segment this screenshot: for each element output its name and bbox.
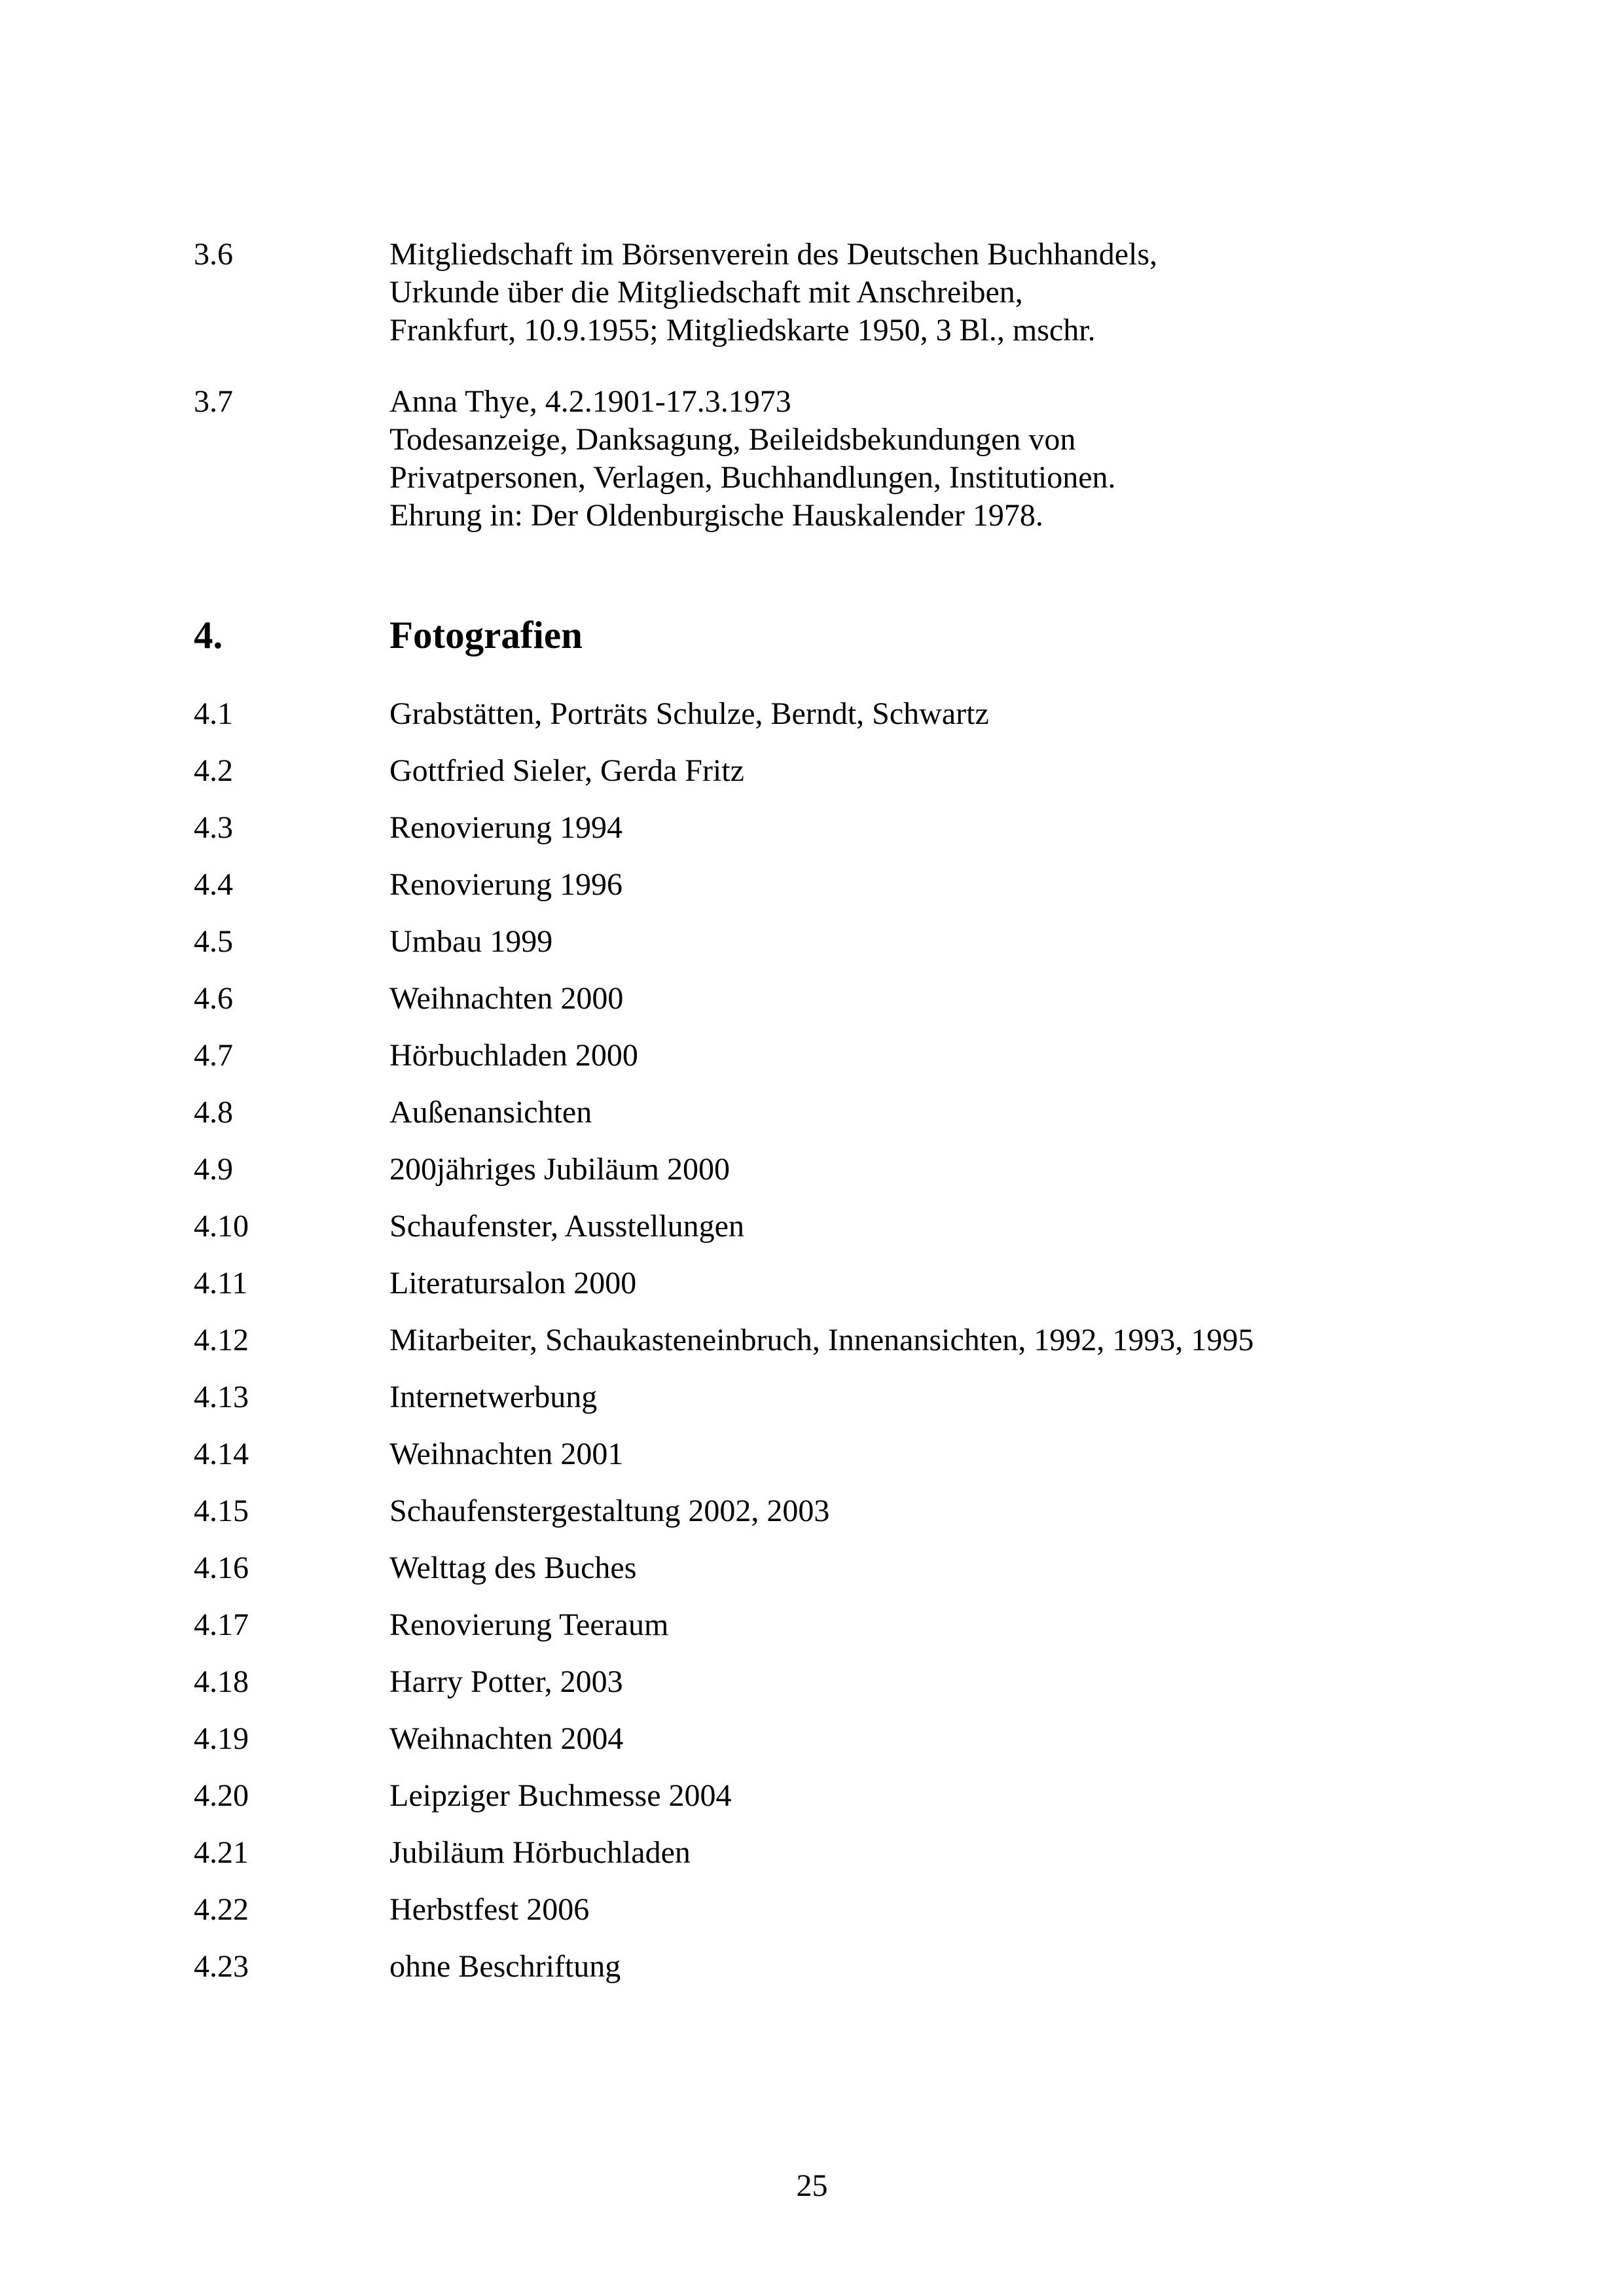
item-text: Leipziger Buchmesse 2004	[389, 1778, 732, 1813]
item-text: Hörbuchladen 2000	[389, 1038, 638, 1073]
entry-line: Ehrung in: Der Oldenburgische Hauskalender 1978.	[389, 498, 1043, 533]
entry-line: Urkunde über die Mitgliedschaft mit Anschreiben,	[389, 275, 1023, 310]
item-number: 4.12	[194, 1323, 249, 1357]
item-text: Weihnachten 2000	[389, 981, 624, 1016]
item-number: 4.8	[194, 1095, 233, 1130]
item-number: 4.23	[194, 1949, 249, 1984]
item-number: 4.3	[194, 810, 233, 845]
item-text: 200jähriges Jubiläum 2000	[389, 1152, 730, 1187]
item-number: 4.6	[194, 981, 233, 1016]
item-text: Herbstfest 2006	[389, 1892, 590, 1927]
item-text: Mitarbeiter, Schaukasteneinbruch, Innenansichten, 1992, 1993, 1995	[389, 1323, 1254, 1357]
item-text: Renovierung Teeraum	[389, 1607, 669, 1642]
item-text: Schaufenster, Ausstellungen	[389, 1209, 744, 1244]
item-text: Internetwerbung	[389, 1380, 598, 1414]
item-text: ohne Beschriftung	[389, 1949, 621, 1984]
item-number: 4.21	[194, 1835, 249, 1870]
entry-line: Todesanzeige, Danksagung, Beileidsbekundungen von	[389, 422, 1076, 457]
item-number: 4.7	[194, 1038, 233, 1073]
item-number: 4.18	[194, 1664, 249, 1699]
entry-line: Frankfurt, 10.9.1955; Mitgliedskarte 1950, 3 Bl., mschr.	[389, 313, 1096, 348]
item-text: Renovierung 1994	[389, 810, 623, 845]
item-number: 4.5	[194, 924, 233, 959]
item-number: 4.2	[194, 753, 233, 788]
item-text: Weihnachten 2001	[389, 1437, 624, 1471]
item-number: 4.9	[194, 1152, 233, 1187]
item-number: 4.11	[194, 1266, 248, 1300]
section-title: Fotografien	[389, 613, 583, 656]
entry-line: Anna Thye, 4.2.1901-17.3.1973	[389, 384, 791, 419]
item-text: Schaufenstergestaltung 2002, 2003	[389, 1494, 830, 1528]
page-number: 25	[796, 2168, 828, 2203]
item-text: Welttag des Buches	[389, 1551, 637, 1585]
item-text: Harry Potter, 2003	[389, 1664, 623, 1699]
item-text: Gottfried Sieler, Gerda Fritz	[389, 753, 744, 788]
entry-number: 3.7	[194, 384, 233, 419]
item-number: 4.1	[194, 696, 233, 731]
item-number: 4.16	[194, 1551, 249, 1585]
item-number: 4.14	[194, 1437, 249, 1471]
item-text: Literatursalon 2000	[389, 1266, 637, 1300]
entry-text	[389, 383, 1116, 535]
item-number: 4.20	[194, 1778, 249, 1813]
entry-number: 3.6	[194, 237, 233, 272]
item-text: Jubiläum Hörbuchladen	[389, 1835, 691, 1870]
item-number: 4.22	[194, 1892, 249, 1927]
item-number: 4.10	[194, 1209, 249, 1244]
entry-text	[389, 236, 1157, 350]
entry-line: Mitgliedschaft im Börsenverein des Deutschen Buchhandels,	[389, 237, 1158, 272]
item-number: 4.19	[194, 1721, 249, 1756]
section-number: 4.	[194, 613, 223, 656]
item-number: 4.4	[194, 867, 233, 902]
item-number: 4.15	[194, 1494, 249, 1528]
item-text: Außenansichten	[389, 1095, 592, 1130]
item-number: 4.13	[194, 1380, 249, 1414]
item-text: Grabstätten, Porträts Schulze, Berndt, Schwartz	[389, 696, 989, 731]
item-text: Renovierung 1996	[389, 867, 623, 902]
entry-line: Privatpersonen, Verlagen, Buchhandlungen, Institutionen.	[389, 460, 1116, 495]
item-text: Weihnachten 2004	[389, 1721, 624, 1756]
item-number: 4.17	[194, 1607, 249, 1642]
item-text: Umbau 1999	[389, 924, 553, 959]
